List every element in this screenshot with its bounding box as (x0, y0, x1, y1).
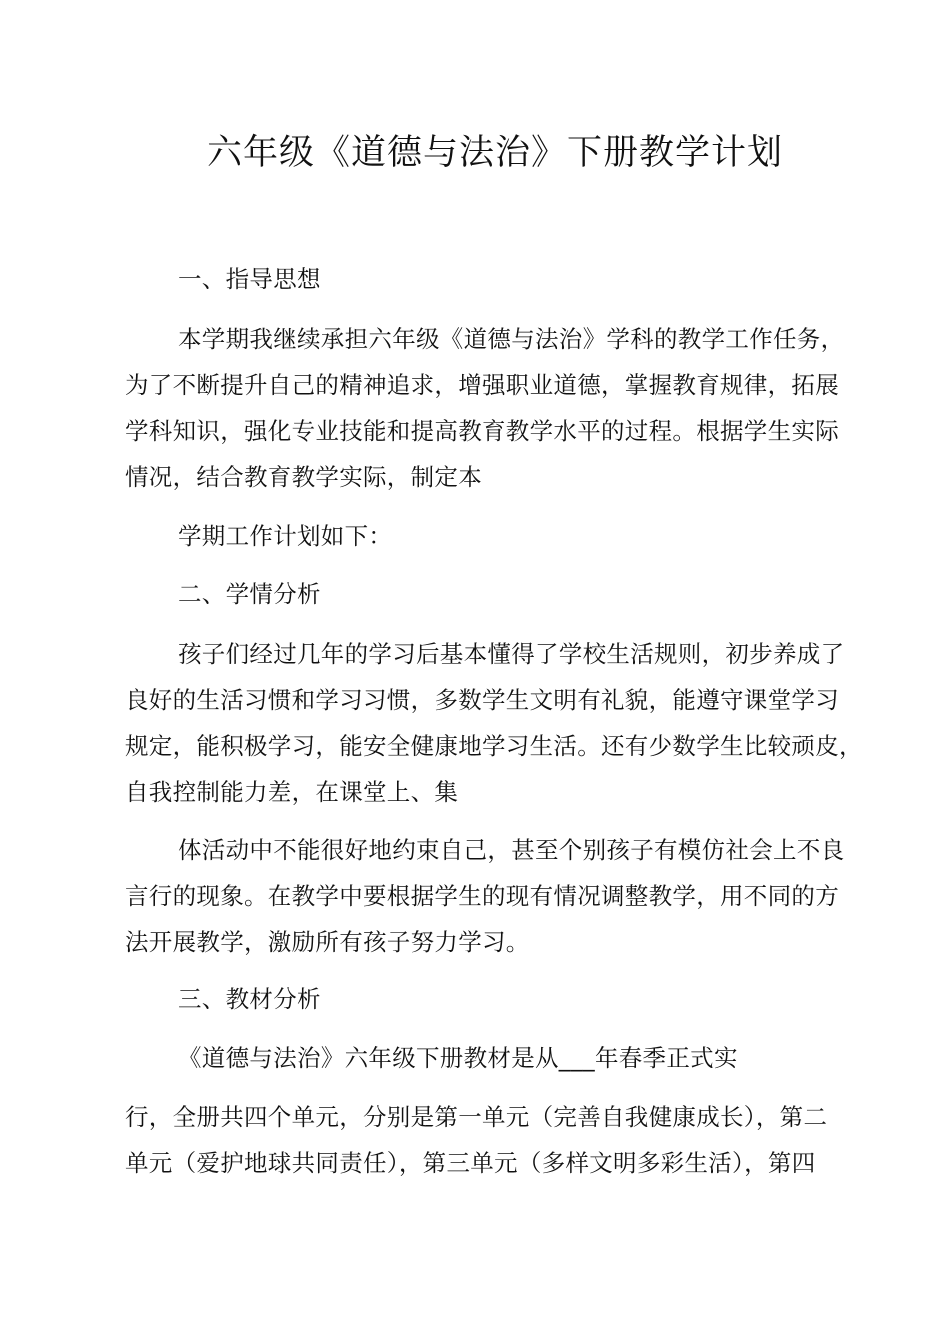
paragraph-line: 自我控制能力差，在课堂上、集 (125, 778, 459, 806)
section-heading-guiding-thought: 一、指导思想 (178, 265, 321, 293)
paragraph-line: 言行的现象。在教学中要根据学生的现有情况调整教学，用不同的方 (125, 882, 839, 910)
paragraph-line: 单元（爱护地球共同责任），第三单元（多样文明多彩生活），第四 (125, 1149, 816, 1177)
paragraph-line: 体活动中不能很好地约束自己，甚至个别孩子有模仿社会上不良 (178, 836, 845, 864)
paragraph-line: 《道德与法治》六年级下册教材是从___年春季正式实 (178, 1044, 738, 1072)
paragraph-line: 法开展教学，激励所有孩子努力学习。 (125, 928, 530, 956)
paragraph-line: 良好的生活习惯和学习习惯，多数学生文明有礼貌，能遵守课堂学习 (125, 686, 839, 714)
paragraph-line: 行，全册共四个单元，分别是第一单元（完善自我健康成长），第二 (125, 1103, 828, 1131)
section-heading-textbook-analysis: 三、教材分析 (178, 985, 321, 1013)
paragraph-line: 孩子们经过几年的学习后基本懂得了学校生活规则，初步养成了 (178, 640, 845, 668)
paragraph-line: 规定，能积极学习，能安全健康地学习生活。还有少数学生比较顽皮， (125, 732, 863, 760)
paragraph-line: 学期工作计划如下： (178, 522, 393, 550)
section-heading-student-analysis: 二、学情分析 (178, 580, 321, 608)
paragraph-line: 学科知识，强化专业技能和提高教育教学水平的过程。根据学生实际 (125, 417, 839, 445)
paragraph-line: 情况，结合教育教学实际，制定本 (125, 463, 482, 491)
document-title: 六年级《道德与法治》下册教学计划 (206, 133, 783, 174)
paragraph-line: 为了不断提升自己的精神追求，增强职业道德，掌握教育规律，拓展 (125, 371, 839, 399)
paragraph-line: 本学期我继续承担六年级《道德与法治》学科的教学工作任务， (178, 325, 845, 353)
